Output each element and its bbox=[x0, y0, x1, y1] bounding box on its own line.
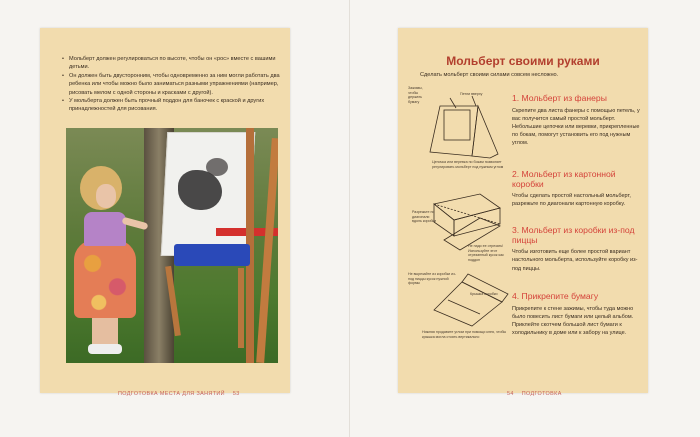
diagram-caption: Петли вверху bbox=[460, 92, 483, 96]
diagram-caption: Разрежьте по диагонали вдоль коробки bbox=[412, 210, 437, 224]
section-text: Прикрепите к стене зажимы, чтобы туда можно было повесить лист бумаги или целый альбом. Приклейте скотчем большой лист бумаги к холодильнику в доме или к забору на улице. bbox=[512, 305, 634, 337]
easel-leg bbox=[256, 138, 278, 363]
paint-blot bbox=[206, 158, 228, 176]
footer-section: ПОДГОТОВКА МЕСТА ДЛЯ ЗАНЯТИЙ bbox=[118, 391, 225, 397]
book-gutter bbox=[349, 0, 350, 437]
section-pizza-box bbox=[512, 226, 642, 273]
section-text: Чтобы сделать простой настольный мольберт, разрежьте по диагонали картонную коробку. bbox=[512, 193, 631, 208]
section-heading: 2. Мольберт из картонной коробки bbox=[512, 169, 616, 189]
list-item: • Мольберт должен регулироваться по высоте, чтобы он «рос» вместе с вашими детьми. bbox=[62, 55, 284, 72]
child-face bbox=[96, 184, 116, 208]
section-text: Чтобы изготовить еще более простой вариант настольного мольберта, используйте коробку из-под пиццы. bbox=[512, 249, 638, 272]
diagram-caption: Зажимы, чтобы держать бумагу bbox=[408, 86, 423, 104]
diagram-caption: Не надо ее отрезать! Используйте этот отрезанный кусок как поддон bbox=[468, 244, 504, 262]
paint-blot bbox=[178, 170, 222, 210]
section-heading: 1. Мольберт из фанеры bbox=[512, 93, 607, 103]
child-dress bbox=[74, 240, 136, 318]
child-top bbox=[84, 212, 126, 246]
right-footer bbox=[507, 391, 568, 397]
section-heading: 3. Мольберт из коробки из-под пиццы bbox=[512, 225, 635, 245]
section-text: Скрепите два листа фанеры с помощью петель, у вас получится самый простой мольберт. Небольшие цепочки или веревки, прикрепленные по бокам, помогут установить его под нужным углом. bbox=[512, 107, 640, 147]
section-cardboard bbox=[512, 170, 642, 209]
child-legs bbox=[92, 314, 118, 348]
diagram-caption: Цепочка или веревка по бокам позволяет регулировать мольберт под нужным углом bbox=[432, 160, 504, 169]
page-number: 54 bbox=[507, 391, 514, 397]
easel-leg bbox=[238, 268, 244, 348]
diagram-caption: Нижняя продавите углом при помощи клея, чтобы крышка могла стоять вертикально bbox=[422, 330, 507, 339]
child-shoe bbox=[88, 344, 122, 354]
child-at-easel-photo bbox=[66, 128, 278, 363]
footer-section: ПОДГОТОВКА bbox=[521, 391, 562, 397]
plywood-easel-sketch bbox=[430, 96, 498, 158]
section-attach-paper bbox=[512, 292, 642, 337]
cardboard-box-sketch bbox=[434, 194, 500, 250]
section-heading: 4. Прикрепите бумагу bbox=[512, 291, 599, 301]
page-title: Мольберт своими руками bbox=[446, 54, 600, 68]
page-number: 53 bbox=[232, 391, 240, 397]
intro-text: Сделать мольберт своими силами совсем несложно. bbox=[420, 72, 559, 78]
section-plywood bbox=[512, 94, 642, 148]
diagram-caption: Не вырезайте из коробки из-под пиццы кусок нужной формы bbox=[408, 272, 457, 286]
list-item: • У мольберта должен быть прочный поддон для баночек с краской и других принадлежностей для рисования. bbox=[62, 97, 284, 114]
paint-tray bbox=[174, 244, 250, 266]
list-item: • Он должен быть двусторонним, чтобы одновременно за ним могли работать два ребенка или чтобы можно было заниматься разными упражнениями (например, рисовать мелом с одной стороны и красками с другой). bbox=[62, 72, 284, 97]
left-footer bbox=[118, 391, 246, 397]
diagram-caption: Крышка коробки bbox=[470, 292, 498, 296]
requirements-list bbox=[62, 55, 284, 114]
